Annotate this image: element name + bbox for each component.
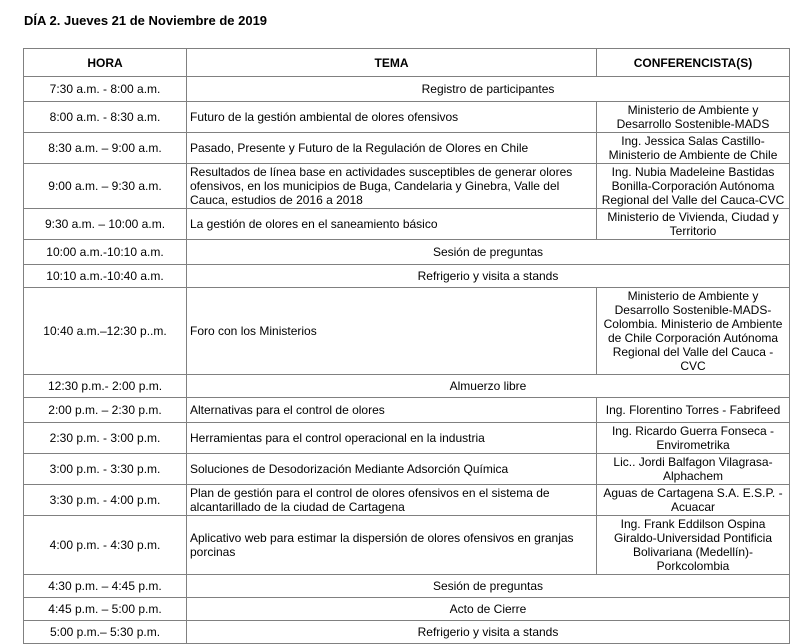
cell-hora: 9:00 a.m. – 9:30 a.m. [24,164,187,209]
agenda-body [24,77,790,644]
cell-evento: Almuerzo libre [187,375,790,398]
cell-tema: Plan de gestión para el control de olores ofensivos en el sistema de alcantarillado de la ciudad de Cartagena [187,485,597,516]
cell-hora: 2:30 p.m. - 3:00 p.m. [24,423,187,454]
table-row [24,288,790,375]
cell-tema: Alternativas para el control de olores [187,398,597,423]
header-conferencista: CONFERENCISTA(S) [597,49,790,77]
cell-hora: 3:30 p.m. - 4:00 p.m. [24,485,187,516]
cell-hora: 5:00 p.m.– 5:30 p.m. [24,621,187,644]
cell-evento: Sesión de preguntas [187,575,790,598]
table-row [24,77,790,102]
table-row [24,240,790,265]
cell-tema: Soluciones de Desodorización Mediante Adsorción Química [187,454,597,485]
cell-hora: 7:30 a.m. - 8:00 a.m. [24,77,187,102]
table-row [24,133,790,164]
cell-conferencista: Ing. Nubia Madeleine Bastidas Bonilla-Corporación Autónoma Regional del Valle del Cauca-CVC [597,164,790,209]
cell-conferencista: Lic.. Jordi Balfagon Vilagrasa-Alphachem [597,454,790,485]
cell-conferencista: Ministerio de Vivienda, Ciudad y Territorio [597,209,790,240]
cell-tema: Resultados de línea base en actividades susceptibles de generar olores ofensivos, en los municipios de Buga, Candelaria y Ginebra, Valle del Cauca, estudios de 2016 a 2018 [187,164,597,209]
table-row [24,265,790,288]
cell-hora: 4:30 p.m. – 4:45 p.m. [24,575,187,598]
table-row [24,575,790,598]
agenda-table [23,48,790,644]
table-row [24,375,790,398]
cell-tema: Herramientas para el control operacional en la industria [187,423,597,454]
cell-conferencista: Ing. Frank Eddilson Ospina Giraldo-Universidad Pontificia Bolivariana (Medellín)-Porkcolombia [597,516,790,575]
cell-evento: Refrigerio y visita a stands [187,265,790,288]
table-row [24,485,790,516]
cell-hora: 3:00 p.m. - 3:30 p.m. [24,454,187,485]
table-row [24,102,790,133]
table-row [24,164,790,209]
table-row [24,209,790,240]
cell-evento: Acto de Cierre [187,598,790,621]
header-tema: TEMA [187,49,597,77]
table-row [24,598,790,621]
cell-tema: Pasado, Presente y Futuro de la Regulación de Olores en Chile [187,133,597,164]
cell-conferencista: Ing. Ricardo Guerra Fonseca - Envirometrika [597,423,790,454]
cell-hora: 10:10 a.m.-10:40 a.m. [24,265,187,288]
cell-hora: 9:30 a.m. – 10:00 a.m. [24,209,187,240]
cell-tema: Futuro de la gestión ambiental de olores ofensivos [187,102,597,133]
cell-hora: 10:00 a.m.-10:10 a.m. [24,240,187,265]
page-title: DÍA 2. Jueves 21 de Noviembre de 2019 [24,13,268,28]
cell-tema: Aplicativo web para estimar la dispersión de olores ofensivos en granjas porcinas [187,516,597,575]
table-row [24,454,790,485]
cell-hora: 8:30 a.m. – 9:00 a.m. [24,133,187,164]
cell-tema: Foro con los Ministerios [187,288,597,375]
cell-evento: Refrigerio y visita a stands [187,621,790,644]
table-row [24,423,790,454]
table-row [24,621,790,644]
cell-tema: La gestión de olores en el saneamiento básico [187,209,597,240]
cell-evento: Registro de participantes [187,77,790,102]
table-row [24,398,790,423]
cell-conferencista: Ministerio de Ambiente y Desarrollo Sostenible-MADS [597,102,790,133]
cell-hora: 8:00 a.m. - 8:30 a.m. [24,102,187,133]
header-hora: HORA [24,49,187,77]
cell-conferencista: Ing. Florentino Torres - Fabrifeed [597,398,790,423]
cell-conferencista: Ministerio de Ambiente y Desarrollo Sostenible-MADS-Colombia. Ministerio de Ambiente de Chile Corporación Autónoma Regional del Valle del Cauca - CVC [597,288,790,375]
cell-hora: 2:00 p.m. – 2:30 p.m. [24,398,187,423]
cell-conferencista: Aguas de Cartagena S.A. E.S.P. -Acuacar [597,485,790,516]
header-row [24,49,790,77]
cell-hora: 4:45 p.m. – 5:00 p.m. [24,598,187,621]
cell-conferencista: Ing. Jessica Salas Castillo-Ministerio de Ambiente de Chile [597,133,790,164]
cell-hora: 12:30 p.m.- 2:00 p.m. [24,375,187,398]
cell-hora: 4:00 p.m. - 4:30 p.m. [24,516,187,575]
cell-hora: 10:40 a.m.–12:30 p..m. [24,288,187,375]
cell-evento: Sesión de preguntas [187,240,790,265]
table-row [24,516,790,575]
